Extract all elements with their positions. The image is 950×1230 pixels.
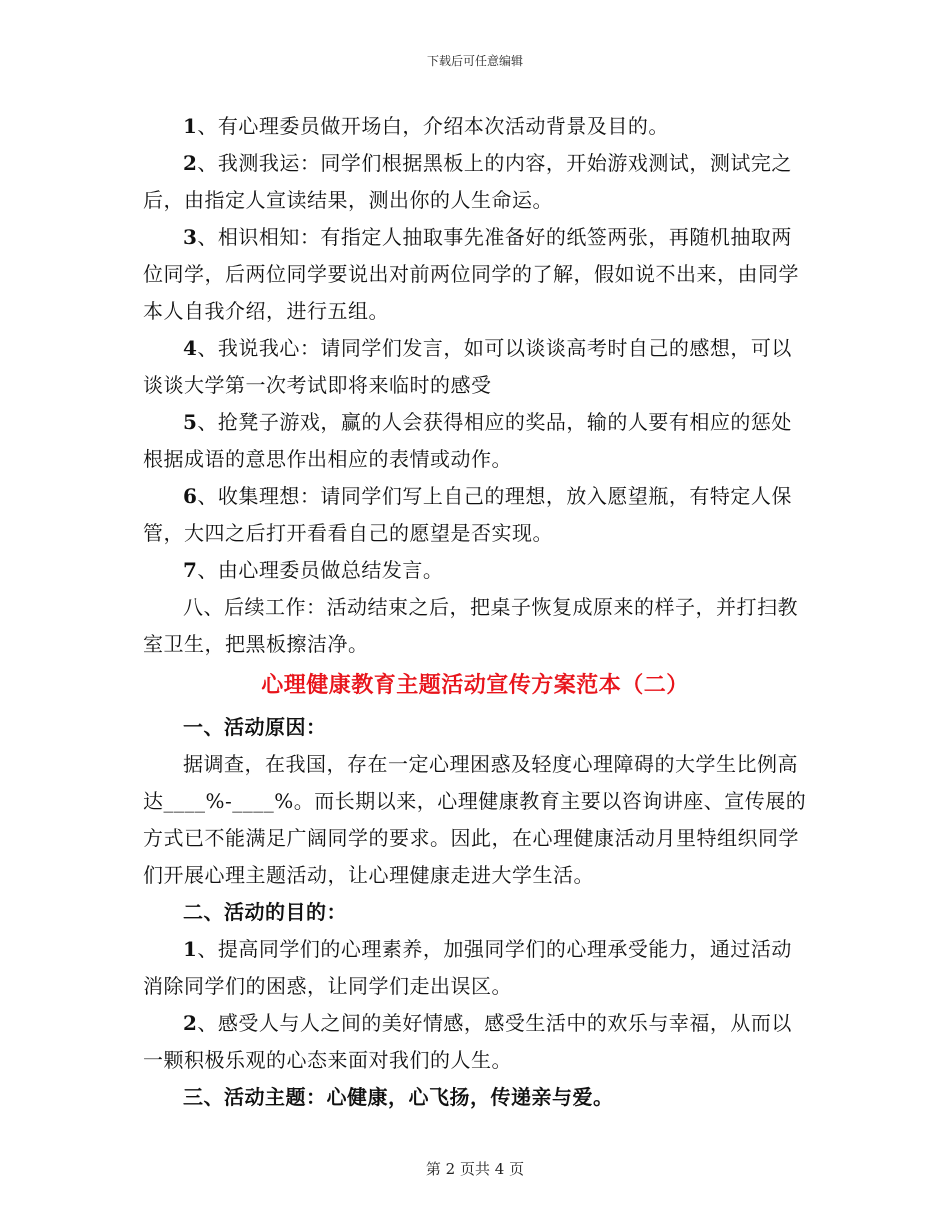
step-number: 4: [183, 336, 198, 360]
step-6: [143, 478, 807, 552]
followup-paragraph: 八、后续工作：活动结束之后，把桌子恢复成原来的样子，并打扫教室卫生，把黑板擦洁净。: [143, 595, 798, 656]
step-text: 、抢凳子游戏，赢的人会获得相应的奖品，输的人要有相应的惩处根据成语的意思作出相应的表情或动作。: [143, 410, 792, 471]
section-2-heading: 二、活动的目的：: [183, 900, 347, 924]
document-body: [143, 108, 807, 1116]
step-1: [143, 108, 807, 145]
section-2-item-1: [143, 931, 807, 1005]
step-number: 1: [183, 114, 198, 138]
page-footer: 第 2 页共 4 页: [425, 1160, 525, 1178]
page-header: 下载后可任意编辑: [426, 54, 523, 68]
step-text: 、我测我运：同学们根据黑板上的内容，开始游戏测试，测试完之后，由指定人宣读结果，测出你的人生命运。: [143, 151, 792, 212]
step-3: [143, 219, 807, 330]
item-number: 1: [183, 937, 198, 961]
step-text: 、我说我心：请同学们发言，如可以谈谈高考时自己的感想，可以谈谈大学第一次考试即将来临时的感受: [143, 336, 792, 397]
step-number: 6: [183, 484, 198, 508]
item-text: 、提高同学们的心理素养，加强同学们的心理承受能力，通过活动消除同学们的困惑，让同学们走出误区。: [143, 937, 792, 998]
step-number: 5: [183, 410, 198, 434]
step-number: 3: [183, 225, 198, 249]
section-2-item-2: [143, 1005, 807, 1079]
document-title: 心理健康教育主题活动宣传方案范本（二）: [261, 672, 689, 698]
section-1-heading: 一、活动原因：: [183, 715, 327, 739]
item-text: 、感受人与人之间的美好情感，感受生活中的欢乐与幸福，从而以一颗积极乐观的心态来面对我们的人生。: [143, 1011, 792, 1072]
step-number: 2: [183, 151, 198, 175]
section-3-heading: 三、活动主题：心健康，心飞扬，传递亲与爱。: [183, 1085, 614, 1109]
step-5: [143, 404, 807, 478]
section-1-body: 据调查，在我国，存在一定心理困惑及轻度心理障碍的大学生比例高达____%-____%。而长期以来，心理健康教育主要以咨询讲座、宣传展的方式已不能满足广阔同学的要求。因此，在心理健康活动月里特组织同学们开展心理主题活动，让心理健康走进大学生活。: [143, 752, 807, 887]
step-text: 、有心理委员做开场白，介绍本次活动背景及目的。: [197, 114, 669, 138]
step-text: 、由心理委员做总结发言。: [197, 558, 444, 582]
step-4: [143, 330, 807, 404]
step-text: 、收集理想：请同学们写上自己的理想，放入愿望瓶，有特定人保管，大四之后打开看看自己的愿望是否实现。: [143, 484, 792, 545]
step-7: [143, 552, 807, 589]
step-text: 、相识相知：有指定人抽取事先准备好的纸签两张，再随机抽取两位同学，后两位同学要说出对前两位同学的了解，假如说不出来，由同学本人自我介绍，进行五组。: [143, 225, 799, 323]
step-2: [143, 145, 807, 219]
item-number: 2: [183, 1011, 198, 1035]
step-number: 7: [183, 558, 198, 582]
